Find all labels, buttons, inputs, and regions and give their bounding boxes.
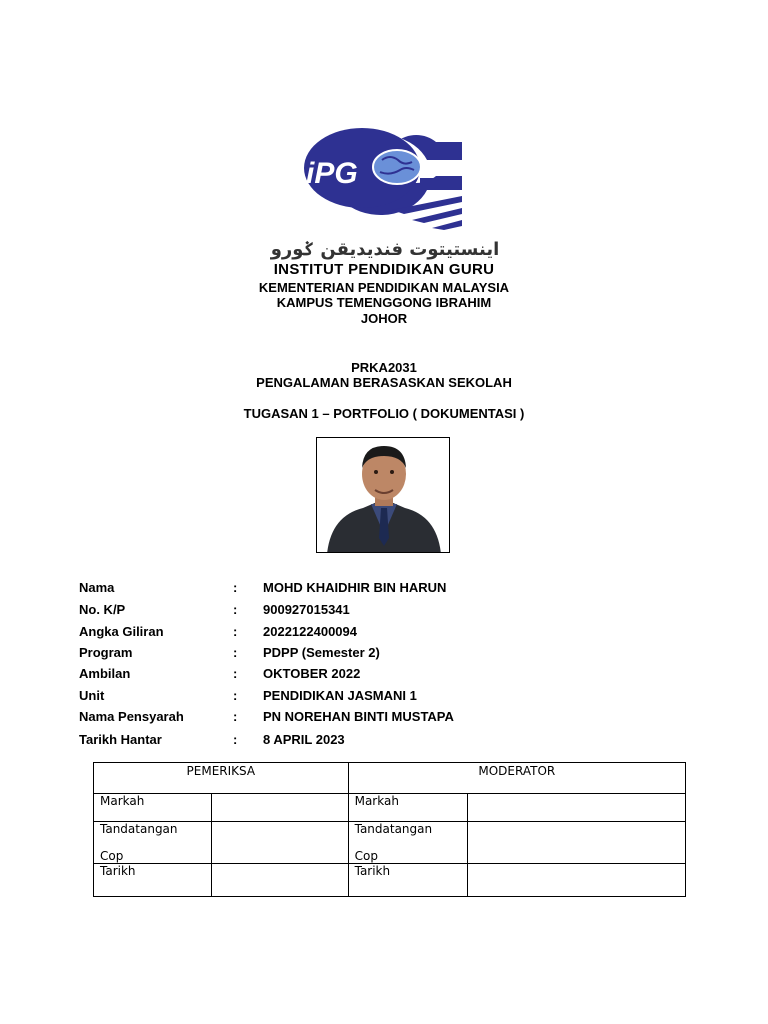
grading-header-row	[94, 763, 686, 794]
info-separator: :	[233, 580, 238, 595]
info-separator: :	[233, 688, 238, 703]
institute-name: INSTITUT PENDIDIKAN GURU	[273, 261, 495, 278]
header-moderator: MODERATOR	[348, 763, 685, 794]
info-value: PENDIDIKAN JASMANI 1	[263, 688, 417, 703]
info-label: Ambilan	[79, 666, 131, 681]
logo-jawi-text: اينستيتوت فنديديقن ݢورو	[270, 239, 500, 260]
moderator-markah-label: Markah	[348, 794, 467, 822]
info-label: Program	[79, 645, 133, 660]
info-label: Unit	[79, 688, 105, 703]
moderator-cop-label: Cop	[354, 849, 378, 863]
grading-row-tandatangan	[94, 822, 686, 864]
pemeriksa-tandatangan-label: Tandatangan	[100, 822, 178, 836]
ipg-logo-graphic	[222, 120, 548, 260]
assignment-title: TUGASAN 1 – PORTFOLIO ( DOKUMENTASI )	[243, 406, 525, 421]
moderator-tandatangan-label: Tandatangan	[354, 822, 433, 836]
pemeriksa-tarikh-label: Tarikh	[94, 864, 212, 897]
ipg-logo	[222, 120, 548, 260]
info-value: MOHD KHAIDHIR BIN HARUN	[263, 580, 447, 595]
info-label: Nama Pensyarah	[79, 709, 184, 724]
moderator-tarikh-label: Tarikh	[348, 864, 467, 897]
ministry-name: KEMENTERIAN PENDIDIKAN MALAYSIA	[258, 280, 510, 295]
info-value: OKTOBER 2022	[263, 666, 361, 681]
info-value: 2022122400094	[263, 624, 357, 639]
pemeriksa-signature-field[interactable]	[211, 822, 348, 864]
info-separator: :	[233, 732, 238, 747]
moderator-signature-label-cell	[348, 822, 467, 864]
info-separator: :	[233, 666, 238, 681]
info-label: Tarikh Hantar	[79, 732, 162, 747]
info-label: Angka Giliran	[79, 624, 164, 639]
info-label: No. K/P	[79, 602, 126, 617]
info-value: PN NOREHAN BINTI MUSTAPA	[263, 709, 454, 724]
pemeriksa-cop-label: Cop	[100, 849, 124, 863]
grading-row-tarikh	[94, 864, 686, 897]
moderator-tarikh-field[interactable]	[467, 864, 685, 897]
info-separator: :	[233, 602, 238, 617]
info-separator: :	[233, 624, 238, 639]
pemeriksa-signature-label-cell	[94, 822, 212, 864]
pemeriksa-tarikh-field[interactable]	[211, 864, 348, 897]
info-separator: :	[233, 645, 238, 660]
student-portrait	[317, 438, 450, 553]
info-value: 900927015341	[263, 602, 350, 617]
info-value: PDPP (Semester 2)	[263, 645, 380, 660]
info-label: Nama	[79, 580, 115, 595]
pemeriksa-markah-label: Markah	[94, 794, 212, 822]
moderator-signature-field[interactable]	[467, 822, 685, 864]
info-value: 8 APRIL 2023	[263, 732, 345, 747]
header-pemeriksa: PEMERIKSA	[94, 763, 349, 794]
moderator-markah-field[interactable]	[467, 794, 685, 822]
grading-table	[93, 762, 686, 897]
info-separator: :	[233, 709, 238, 724]
state-name: JOHOR	[360, 311, 408, 326]
course-code: PRKA2031	[351, 360, 417, 375]
campus-name: KAMPUS TEMENGGONG IBRAHIM	[276, 295, 492, 310]
grading-row-markah	[94, 794, 686, 822]
logo-ipg-text: iPG	[306, 157, 358, 190]
pemeriksa-markah-field[interactable]	[211, 794, 348, 822]
course-name: PENGALAMAN BERASASKAN SEKOLAH	[256, 375, 512, 390]
student-photo	[316, 437, 450, 553]
